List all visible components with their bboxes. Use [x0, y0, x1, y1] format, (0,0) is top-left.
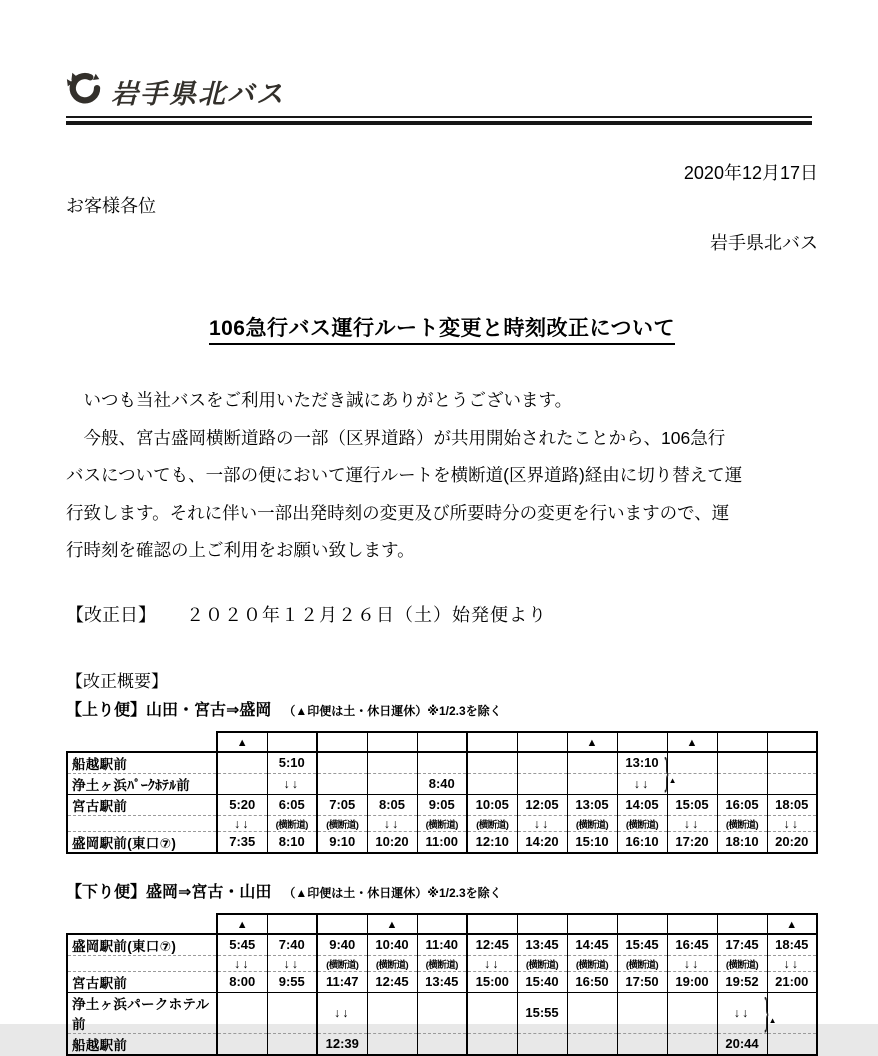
document-date: 2020年12月17日 — [683, 163, 818, 183]
time-cell-text: 20:20 — [775, 834, 809, 849]
pass-through-mark-text: ↓↓ — [733, 1006, 751, 1020]
time-cell — [467, 934, 517, 956]
via-route-mark — [317, 815, 367, 831]
time-cell — [317, 831, 367, 853]
empty-cell — [767, 1033, 817, 1055]
time-cell — [417, 831, 467, 853]
empty-cell — [467, 1033, 517, 1055]
time-cell-text: 18:05 — [775, 797, 809, 812]
overview-label: 【改正概要】 — [66, 671, 168, 691]
company-logo-text: 岩手県北バス — [111, 78, 285, 109]
stop-name-cell: 船越駅前 — [67, 1033, 217, 1055]
stop-name-cell: 宮古駅前 — [67, 794, 217, 815]
time-cell-text: 11:40 — [425, 937, 459, 952]
time-cell — [617, 831, 667, 853]
pass-through-mark-text: ↓↓ — [234, 956, 251, 971]
empty-cell — [567, 773, 617, 794]
time-cell — [567, 971, 617, 992]
suspended-mark-small: ▲ — [668, 775, 677, 785]
pass-through-mark — [717, 990, 777, 1035]
empty-cell — [667, 992, 717, 1033]
time-cell — [567, 934, 617, 956]
time-cell — [517, 934, 567, 956]
empty-cell — [217, 773, 267, 794]
time-cell-text: 15:45 — [625, 937, 659, 952]
time-cell-text: 17:45 — [725, 937, 759, 952]
time-cell — [717, 971, 767, 992]
timetable-header-row — [67, 732, 817, 752]
time-cell-text: 12:10 — [475, 834, 509, 849]
via-route-mark — [367, 955, 417, 971]
time-cell-text: 14:45 — [575, 937, 609, 952]
time-cell — [717, 831, 767, 853]
time-cell-text: 9:40 — [329, 937, 356, 952]
time-cell-text: 12:45 — [475, 937, 509, 952]
time-cell-text: 19:52 — [725, 974, 759, 989]
via-route-mark-text: (横断道) — [275, 819, 308, 831]
stop-row — [67, 992, 817, 1033]
header-cell — [317, 914, 367, 934]
empty-cell — [567, 752, 617, 774]
time-cell-text: 16:10 — [625, 834, 659, 849]
stop-name-cell: 宮古駅前 — [67, 971, 217, 992]
header-cell — [567, 914, 617, 934]
pass-through-mark-text: ↓↓ — [334, 1006, 351, 1020]
weekend-holiday-suspended-mark: ▲ — [217, 914, 267, 934]
stop-row — [67, 831, 817, 853]
empty-cell — [567, 1033, 617, 1055]
down-table-note: （▲印便は土・休日運休）※1/2.3を除く — [283, 885, 502, 900]
body-line: バスについても、一部の便において運行ルートを横断道(区界道路)経由に切り替えて運 — [66, 465, 743, 485]
revision-date-line — [66, 604, 818, 627]
via-route-mark-text: (横断道) — [326, 819, 359, 831]
time-cell — [767, 794, 817, 815]
empty-cell — [267, 1033, 317, 1055]
time-cell-text: 5:20 — [229, 797, 256, 812]
time-cell — [267, 831, 317, 853]
stop-name-cell: 船越駅前 — [67, 752, 217, 774]
empty-cell — [764, 990, 817, 1035]
company-logo — [66, 72, 818, 110]
empty-cell — [667, 1033, 717, 1055]
timetable-down — [66, 913, 818, 1056]
time-cell — [667, 794, 717, 815]
time-cell-text: 8:40 — [428, 776, 455, 791]
pass-through-mark-text: ↓↓ — [683, 816, 701, 831]
stop-name-cell: 浄土ヶ浜パークホテル前 — [67, 992, 217, 1033]
empty-cell — [217, 992, 267, 1033]
time-cell — [467, 794, 517, 815]
time-cell-text: 19:00 — [675, 974, 709, 989]
time-cell — [517, 971, 567, 992]
body-line: 行致します。それに伴い一部出発時刻の変更及び所要時分の変更を行いますので、運 — [66, 502, 730, 523]
pass-through-mark-text: ↓↓ — [783, 956, 800, 971]
via-route-mark — [517, 955, 567, 971]
time-cell-text: 10:20 — [375, 834, 409, 849]
via-route-mark — [567, 815, 617, 831]
via-route-mark-text: (横断道) — [725, 959, 759, 971]
time-cell — [367, 971, 417, 992]
header-cell — [667, 914, 717, 934]
time-cell-text: 11:47 — [325, 974, 359, 989]
via-route-mark — [617, 955, 667, 971]
time-cell — [517, 992, 567, 1033]
empty-cell — [567, 992, 617, 1033]
time-cell-text: 13:10 — [625, 755, 659, 770]
stop-name-cell — [67, 815, 217, 831]
time-cell-text: 12:45 — [375, 974, 409, 989]
time-cell-text: 15:05 — [675, 797, 709, 812]
time-cell-text: 7:05 — [329, 797, 356, 812]
via-route-mark — [267, 815, 317, 831]
time-cell — [317, 934, 367, 956]
time-cell — [667, 971, 717, 992]
empty-cell — [367, 752, 417, 774]
time-cell — [717, 934, 767, 956]
time-cell-text: 5:45 — [229, 937, 256, 952]
time-cell — [217, 831, 267, 853]
time-cell-text: 20:44 — [725, 1036, 759, 1051]
via-route-mark-text: (横断道) — [625, 819, 659, 831]
pass-through-mark — [767, 815, 817, 831]
via-route-mark-text: (横断道) — [575, 959, 609, 971]
header-cell — [517, 914, 567, 934]
empty-cell — [367, 773, 417, 794]
empty-cell — [717, 752, 767, 774]
time-cell — [417, 794, 467, 815]
via-route-mark-text: (横断道) — [725, 819, 759, 831]
up-table-heading — [66, 700, 818, 722]
header-divider-rule — [66, 116, 812, 125]
empty-cell — [717, 773, 767, 794]
revision-date-value: ２０２０年１２月２６日（土）始発便より — [186, 604, 547, 625]
time-cell — [467, 971, 517, 992]
up-table-note: （▲印便は土・休日運休）※1/2.3を除く — [283, 703, 502, 718]
weekend-holiday-suspended-mark: ▲ — [767, 914, 817, 934]
pass-through-mark-text: ↓↓ — [783, 816, 800, 831]
time-cell-text: 16:50 — [575, 974, 609, 989]
empty-cell — [517, 1033, 567, 1055]
time-cell — [267, 971, 317, 992]
time-cell-text: 6:05 — [278, 797, 305, 812]
header-cell — [417, 914, 467, 934]
header-cell — [617, 914, 667, 934]
stop-row — [67, 752, 817, 774]
via-route-mark — [567, 955, 617, 971]
pass-through-mark-text: ↓↓ — [633, 777, 651, 791]
time-cell — [367, 934, 417, 956]
time-cell — [617, 794, 667, 815]
time-cell — [417, 773, 467, 794]
via-route-mark — [417, 815, 467, 831]
time-cell — [267, 752, 317, 774]
time-cell-text: 18:45 — [775, 937, 809, 952]
stop-row — [67, 971, 817, 992]
time-cell — [367, 831, 417, 853]
route-via-row — [67, 815, 817, 831]
time-cell — [517, 794, 567, 815]
via-route-mark-text: (横断道) — [575, 819, 609, 831]
empty-cell — [367, 992, 417, 1033]
time-cell — [317, 1033, 367, 1055]
time-cell — [717, 794, 767, 815]
via-route-mark-text: (横断道) — [425, 819, 458, 831]
time-cell-text: 9:10 — [329, 834, 356, 849]
pass-through-mark — [267, 955, 317, 971]
body-line: 行時刻を確認の上ご利用をお願い致します。 — [66, 540, 415, 560]
time-cell — [367, 794, 417, 815]
pass-through-mark-text: ↓↓ — [533, 816, 551, 831]
header-cell — [717, 732, 767, 752]
up-table-heading-text: 【上り便】山田・宮古⇒盛岡 — [66, 701, 272, 719]
body-line: 今般、宮古盛岡横断道路の一部（区界道路）が共用開始されたことから、106急行 — [66, 427, 726, 448]
pass-through-mark — [667, 955, 717, 971]
time-cell-text: 7:35 — [229, 834, 256, 849]
time-cell — [217, 794, 267, 815]
via-route-mark-text: (横断道) — [425, 959, 458, 971]
header-cell — [267, 914, 317, 934]
time-cell — [617, 971, 667, 992]
body-line: いつも当社バスをご利用いただき誠にありがとうございます。 — [66, 390, 573, 410]
stop-name-cell: 盛岡駅前(東口⑦) — [67, 831, 217, 853]
pass-through-mark-text: ↓↓ — [683, 956, 701, 971]
time-cell — [767, 934, 817, 956]
time-cell — [567, 831, 617, 853]
group-brace: } — [764, 990, 769, 1035]
time-cell — [217, 971, 267, 992]
time-cell-text: 15:40 — [525, 974, 559, 989]
time-cell-text: 8:10 — [278, 834, 305, 849]
empty-cell — [467, 773, 517, 794]
empty-cell — [667, 752, 717, 774]
timetable-header-row — [67, 914, 817, 934]
empty-cell — [467, 992, 517, 1033]
time-cell-text: 8:05 — [378, 797, 406, 812]
via-route-mark-text: (横断道) — [625, 959, 659, 971]
pass-through-mark — [517, 815, 567, 831]
document-title-wrap — [66, 312, 818, 342]
time-cell — [317, 794, 367, 815]
stop-name-cell: 盛岡駅前(東口⑦) — [67, 934, 217, 956]
time-cell-text: 7:40 — [278, 937, 305, 952]
empty-cell — [417, 1033, 467, 1055]
stop-name-cell: 浄土ヶ浜ﾊﾟｰｸﾎﾃﾙ前 — [67, 773, 217, 794]
salutation: お客様各位 — [66, 196, 156, 216]
time-cell-text: 18:10 — [725, 834, 759, 849]
pass-through-mark — [267, 773, 317, 794]
weekend-holiday-suspended-mark: ▲ — [667, 732, 717, 752]
header-cell — [517, 732, 567, 752]
empty-cell — [317, 752, 367, 774]
time-cell — [517, 831, 567, 853]
time-cell — [417, 971, 467, 992]
via-route-mark-text: (横断道) — [375, 959, 409, 971]
time-cell — [617, 934, 667, 956]
time-cell-text: 12:05 — [525, 797, 559, 812]
time-cell — [267, 794, 317, 815]
empty-cell — [367, 1033, 417, 1055]
empty-cell — [617, 1033, 667, 1055]
time-cell-text: 16:45 — [675, 937, 709, 952]
time-cell-text: 10:40 — [375, 937, 409, 952]
time-cell-text: 10:05 — [475, 797, 509, 812]
time-cell-text: 13:05 — [575, 797, 609, 812]
via-route-mark — [467, 815, 517, 831]
bus-company-logo-icon — [66, 71, 102, 112]
via-route-mark — [417, 955, 467, 971]
via-route-mark — [617, 815, 667, 831]
time-cell-text: 9:05 — [428, 797, 455, 812]
time-cell — [417, 934, 467, 956]
document-title: 106急行バス運行ルート変更と時刻改正について — [209, 317, 675, 345]
empty-cell — [517, 773, 567, 794]
stop-row — [67, 934, 817, 956]
pass-through-mark-text: ↓↓ — [484, 956, 501, 971]
stop-name-cell — [67, 955, 217, 971]
empty-cell — [217, 1033, 267, 1055]
time-cell-text: 8:00 — [229, 974, 256, 989]
empty-cell — [267, 992, 317, 1033]
stop-row — [67, 1033, 817, 1055]
time-cell — [467, 831, 517, 853]
weekend-holiday-suspended-mark: ▲ — [217, 732, 267, 752]
empty-cell — [767, 773, 817, 794]
header-cell — [317, 732, 367, 752]
via-route-mark — [717, 815, 767, 831]
time-cell — [317, 971, 367, 992]
header-cell — [767, 732, 817, 752]
pass-through-mark-text: ↓↓ — [283, 956, 300, 971]
down-table-heading-text: 【下り便】盛岡⇒宮古・山田 — [66, 883, 272, 901]
time-cell-text: 14:05 — [625, 797, 659, 812]
header-cell — [267, 732, 317, 752]
via-route-mark-text: (横断道) — [476, 819, 509, 831]
pass-through-mark — [467, 955, 517, 971]
time-cell-text: 17:20 — [675, 834, 709, 849]
time-cell-text: 14:20 — [525, 834, 559, 849]
suspended-mark-small: ▲ — [768, 1015, 777, 1025]
time-cell — [717, 1033, 767, 1055]
stop-row — [67, 794, 817, 815]
weekend-holiday-suspended-mark: ▲ — [367, 914, 417, 934]
via-route-mark-text: (横断道) — [525, 959, 559, 971]
time-cell-text: 15:10 — [575, 834, 609, 849]
empty-cell — [617, 992, 667, 1033]
via-route-mark-text: (横断道) — [326, 959, 359, 971]
header-corner-cell — [67, 914, 217, 934]
empty-cell — [217, 752, 267, 774]
time-cell — [767, 831, 817, 853]
time-cell-text: 5:10 — [278, 755, 305, 770]
time-cell-text: 9:55 — [278, 974, 305, 989]
empty-cell — [767, 752, 817, 774]
time-cell — [267, 934, 317, 956]
time-cell — [767, 971, 817, 992]
time-cell-text: 15:00 — [475, 974, 509, 989]
pass-through-mark-text: ↓↓ — [283, 777, 300, 791]
empty-cell — [417, 992, 467, 1033]
time-cell-text: 21:00 — [775, 974, 809, 989]
header-cell — [467, 914, 517, 934]
header-cell — [717, 914, 767, 934]
time-cell-text: 13:45 — [425, 974, 459, 989]
via-route-mark — [317, 955, 367, 971]
header-cell — [417, 732, 467, 752]
revision-date-label: 【改正日】 — [66, 604, 156, 625]
header-corner-cell — [67, 732, 217, 752]
route-via-row — [67, 955, 817, 971]
group-brace: } — [664, 750, 669, 795]
weekend-holiday-suspended-mark: ▲ — [567, 732, 617, 752]
stop-row — [67, 773, 817, 794]
pass-through-mark — [667, 815, 717, 831]
time-cell — [667, 934, 717, 956]
pass-through-mark — [617, 773, 667, 794]
pass-through-mark — [217, 955, 267, 971]
header-cell — [467, 732, 517, 752]
pass-through-mark — [367, 815, 417, 831]
sender-name: 岩手県北バス — [710, 233, 818, 253]
body-paragraph — [66, 382, 818, 570]
empty-cell — [417, 752, 467, 774]
via-route-mark — [717, 955, 767, 971]
pass-through-mark-text: ↓↓ — [383, 816, 401, 831]
time-cell — [617, 750, 677, 795]
empty-cell — [317, 773, 367, 794]
pass-through-mark — [317, 992, 367, 1033]
time-cell — [567, 794, 617, 815]
timetable-up — [66, 731, 818, 854]
empty-cell — [467, 752, 517, 774]
time-cell-text: 12:39 — [325, 1036, 359, 1051]
time-cell — [667, 831, 717, 853]
time-cell — [217, 934, 267, 956]
pass-through-mark — [767, 955, 817, 971]
header-cell — [367, 732, 417, 752]
down-table-heading — [66, 882, 818, 904]
time-cell-text: 16:05 — [725, 797, 759, 812]
empty-cell — [517, 752, 567, 774]
time-cell-text: 17:50 — [625, 974, 659, 989]
time-cell-text: 11:00 — [425, 834, 459, 849]
pass-through-mark-text: ↓↓ — [234, 816, 251, 831]
time-cell-text: 15:55 — [525, 1005, 559, 1020]
pass-through-mark — [217, 815, 267, 831]
time-cell-text: 13:45 — [525, 937, 559, 952]
header-cell — [617, 732, 667, 752]
